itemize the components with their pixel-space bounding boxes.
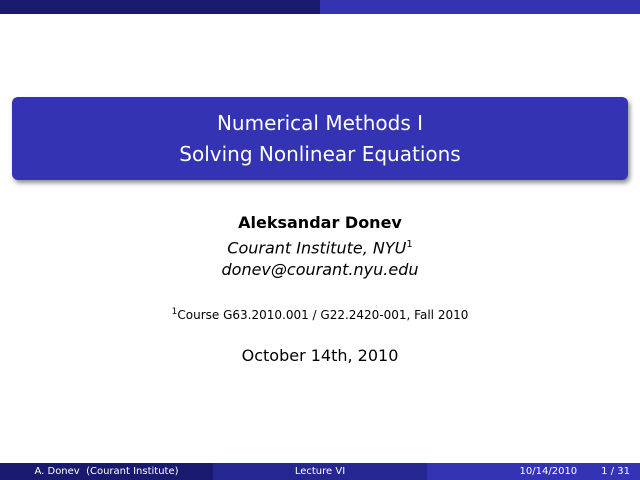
footnote-marker: 1: [171, 307, 178, 317]
footer-page-number: 1 / 31: [601, 466, 630, 477]
header-bar-right: [320, 0, 640, 14]
slide-subtitle: Solving Nonlinear Equations: [179, 141, 461, 166]
footer-author: A. Donev (Courant Institute): [0, 463, 213, 480]
title-box: [12, 97, 628, 180]
header-bar: [0, 0, 640, 14]
author-email: donev@courant.nyu.edu: [221, 260, 419, 280]
slide-title: Numerical Methods I: [216, 110, 424, 135]
author-name: Aleksandar Donev: [238, 213, 402, 232]
affiliation-footnote-marker: 1: [406, 239, 413, 250]
affiliation-text: Courant Institute, NYU: [227, 238, 407, 258]
footer-bar: [0, 463, 640, 480]
footer-right: [427, 463, 640, 480]
presentation-date: October 14th, 2010: [241, 346, 399, 365]
footnote-text: Course G63.2010.001 / G22.2420-001, Fall 2010: [177, 308, 469, 322]
affiliation: [0, 234, 640, 259]
footer-date: 10/14/2010: [519, 466, 578, 477]
author-block: [0, 212, 640, 281]
header-bar-left: [0, 0, 320, 14]
footnote: [0, 303, 640, 324]
footer-lecture: Lecture VI: [213, 463, 427, 480]
